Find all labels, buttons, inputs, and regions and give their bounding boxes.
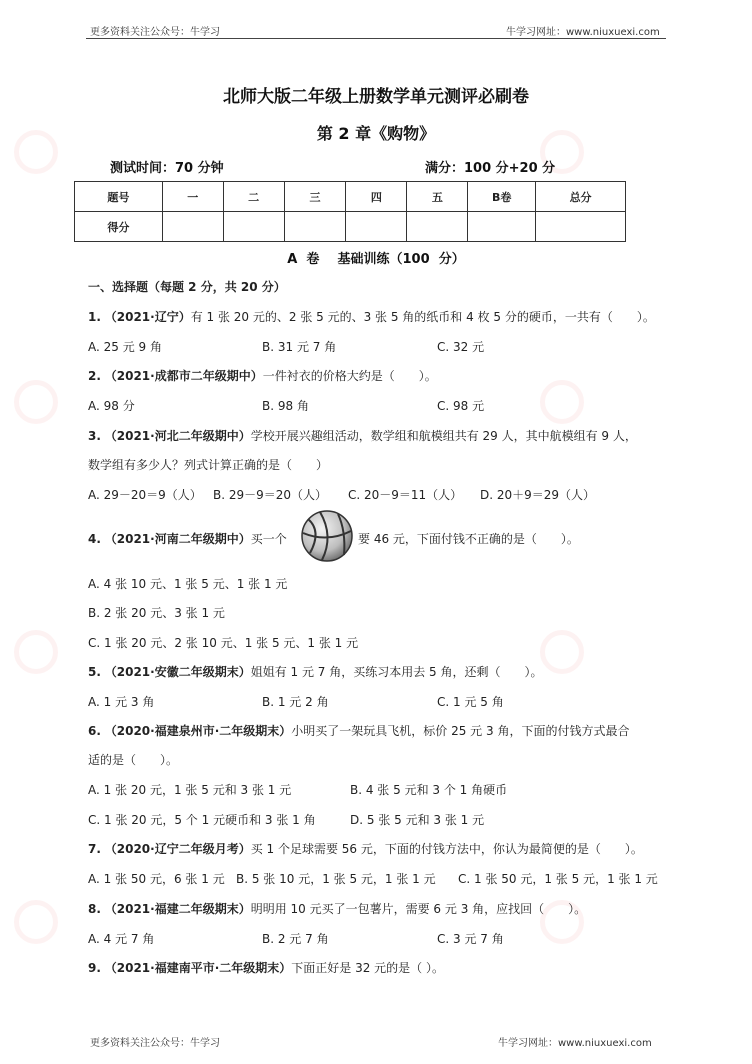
question-number: 8.	[88, 902, 101, 916]
question-6	[88, 722, 629, 739]
option-c[interactable]: C. 1 张 50 元，1 张 5 元，1 张 1 元	[458, 872, 658, 886]
question-number: 1.	[88, 310, 101, 324]
score-cell[interactable]	[536, 212, 626, 242]
option-b[interactable]: B. 98 角	[262, 399, 309, 413]
score-table-score-row	[75, 212, 626, 242]
question-text: 一件衬衣的价格大约是（ ）。	[262, 369, 437, 383]
option-c[interactable]: C. 1 张 20 元、2 张 10 元、1 张 5 元、1 张 1 元	[88, 636, 359, 650]
question-source: （2021·辽宁）	[104, 310, 191, 324]
option-a[interactable]: A. 1 元 3 角	[88, 695, 155, 709]
option-b[interactable]: B. 5 张 10 元，1 张 5 元，1 张 1 元	[236, 872, 436, 886]
score-cell[interactable]	[407, 212, 468, 242]
option-a[interactable]: A. 1 张 20 元，1 张 5 元和 3 张 1 元	[88, 783, 292, 797]
option-a[interactable]: A. 98 分	[88, 399, 135, 413]
score-table-header-cell: 四	[346, 182, 407, 212]
question-4	[88, 530, 287, 547]
question-1	[88, 308, 655, 325]
option-a[interactable]: A. 1 张 50 元，6 张 1 元	[88, 872, 225, 886]
score-table-header-cell: 一	[162, 182, 223, 212]
question-source: （2021·福建南平市·二年级期末）	[104, 961, 292, 975]
score-row-label: 得分	[75, 212, 163, 242]
option-b[interactable]: B. 1 元 2 角	[262, 695, 329, 709]
header-divider	[86, 38, 666, 39]
score-table-header-cell: 总分	[536, 182, 626, 212]
watermark-logo-icon	[540, 630, 584, 674]
option-c[interactable]: C. 98 元	[437, 399, 485, 413]
question-text: 下面正好是 32 元的是（ ）。	[291, 961, 444, 975]
question-source: （2021·河北二年级期中）	[104, 429, 251, 443]
footer-right[interactable]: 牛学习网址：www.niuxuexi.com	[498, 1038, 652, 1049]
option-a[interactable]: A. 29－20＝9（人）	[88, 488, 202, 502]
score-table-header-cell: 三	[284, 182, 346, 212]
basketball-icon	[300, 509, 354, 563]
score-cell[interactable]	[468, 212, 536, 242]
watermark-logo-icon	[14, 380, 58, 424]
watermark-logo-icon	[14, 900, 58, 944]
header-left: 更多资料关注公众号：牛学习	[90, 27, 220, 38]
score-cell[interactable]	[284, 212, 346, 242]
question-5	[88, 663, 543, 680]
question-text: 小明买了一架玩具飞机，标价 25 元 3 角，下面的付钱方式最合	[291, 724, 630, 738]
question-6-continued: 适的是（ ）。	[88, 753, 179, 767]
question-number: 4.	[88, 532, 101, 546]
question-source: （2020·福建泉州市·二年级期末）	[104, 724, 292, 738]
question-source: （2021·福建二年级期末）	[104, 902, 251, 916]
question-source: （2021·成都市二年级期中）	[104, 369, 263, 383]
question-number: 6.	[88, 724, 101, 738]
question-text: 姐姐有 1 元 7 角，买练习本用去 5 角，还剩（ ）。	[250, 665, 543, 679]
score-table-header-cell: 题号	[75, 182, 163, 212]
question-8	[88, 900, 586, 917]
option-b[interactable]: B. 31 元 7 角	[262, 340, 337, 354]
question-9	[88, 959, 444, 976]
question-text: 明明用 10 元买了一包薯片，需要 6 元 3 角，应找回（ ）。	[250, 902, 587, 916]
score-cell[interactable]	[346, 212, 407, 242]
score-cell[interactable]	[223, 212, 284, 242]
score-table-header-cell: B卷	[468, 182, 536, 212]
option-b[interactable]: B. 4 张 5 元和 3 个 1 角硬币	[350, 783, 508, 797]
question-number: 2.	[88, 369, 101, 383]
option-c[interactable]: C. 1 元 5 角	[437, 695, 504, 709]
question-text: 买一个	[250, 532, 287, 546]
question-text: 买 1 个足球需要 56 元，下面的付钱方法中，你认为最简便的是（ ）。	[250, 842, 643, 856]
question-2	[88, 367, 437, 384]
option-a[interactable]: A. 4 张 10 元、1 张 5 元、1 张 1 元	[88, 577, 288, 591]
question-source: （2021·安徽二年级期末）	[104, 665, 251, 679]
option-c[interactable]: C. 1 张 20 元，5 个 1 元硬币和 3 张 1 角	[88, 813, 316, 827]
option-a[interactable]: A. 25 元 9 角	[88, 340, 162, 354]
question-3	[88, 427, 637, 444]
question-text: 有 1 张 20 元的、2 张 5 元的、3 张 5 角的纸币和 4 枚 5 分的硬币，一共有（ ）。	[190, 310, 655, 324]
question-3-continued: 数学组有多少人？列式计算正确的是（ ）	[88, 458, 329, 472]
question-number: 9.	[88, 961, 101, 975]
part-1-heading: 一、选择题（每题 2 分，共 20 分）	[88, 280, 286, 294]
score-table-header-cell: 五	[407, 182, 468, 212]
section-a-title: A 卷 基础训练（100 分）	[287, 252, 465, 267]
question-7	[88, 840, 643, 857]
option-c[interactable]: C. 32 元	[437, 340, 485, 354]
question-4-text-after: 要 46 元，下面付钱不正确的是（ ）。	[358, 532, 579, 546]
question-number: 7.	[88, 842, 101, 856]
header-right[interactable]: 牛学习网址：www.niuxuexi.com	[506, 27, 660, 38]
test-time: 测试时间：70 分钟	[110, 161, 224, 176]
option-c[interactable]: C. 20－9＝11（人）	[348, 488, 463, 502]
question-number: 5.	[88, 665, 101, 679]
option-a[interactable]: A. 4 元 7 角	[88, 932, 155, 946]
chapter-title: 第 2 章《购物》	[316, 124, 436, 143]
watermark-logo-icon	[540, 380, 584, 424]
option-d[interactable]: D. 20＋9＝29（人）	[480, 488, 596, 502]
option-d[interactable]: D. 5 张 5 元和 3 张 1 元	[350, 813, 485, 827]
question-source: （2020·辽宁二年级月考）	[104, 842, 251, 856]
footer-left: 更多资料关注公众号：牛学习	[90, 1038, 220, 1049]
score-table	[74, 181, 626, 242]
option-b[interactable]: B. 2 元 7 角	[262, 932, 329, 946]
question-number: 3.	[88, 429, 101, 443]
full-score: 满分：100 分+20 分	[425, 161, 556, 176]
option-c[interactable]: C. 3 元 7 角	[437, 932, 504, 946]
watermark-logo-icon	[14, 630, 58, 674]
option-b[interactable]: B. 2 张 20 元、3 张 1 元	[88, 606, 225, 620]
score-cell[interactable]	[162, 212, 223, 242]
question-source: （2021·河南二年级期中）	[104, 532, 251, 546]
score-table-header-cell: 二	[223, 182, 284, 212]
score-table-header-row	[75, 182, 626, 212]
document-title: 北师大版二年级上册数学单元测评必刷卷	[223, 87, 529, 107]
question-text: 学校开展兴趣组活动，数学组和航模组共有 29 人，其中航模组有 9 人，	[250, 429, 637, 443]
option-b[interactable]: B. 29－9＝20（人）	[213, 488, 328, 502]
